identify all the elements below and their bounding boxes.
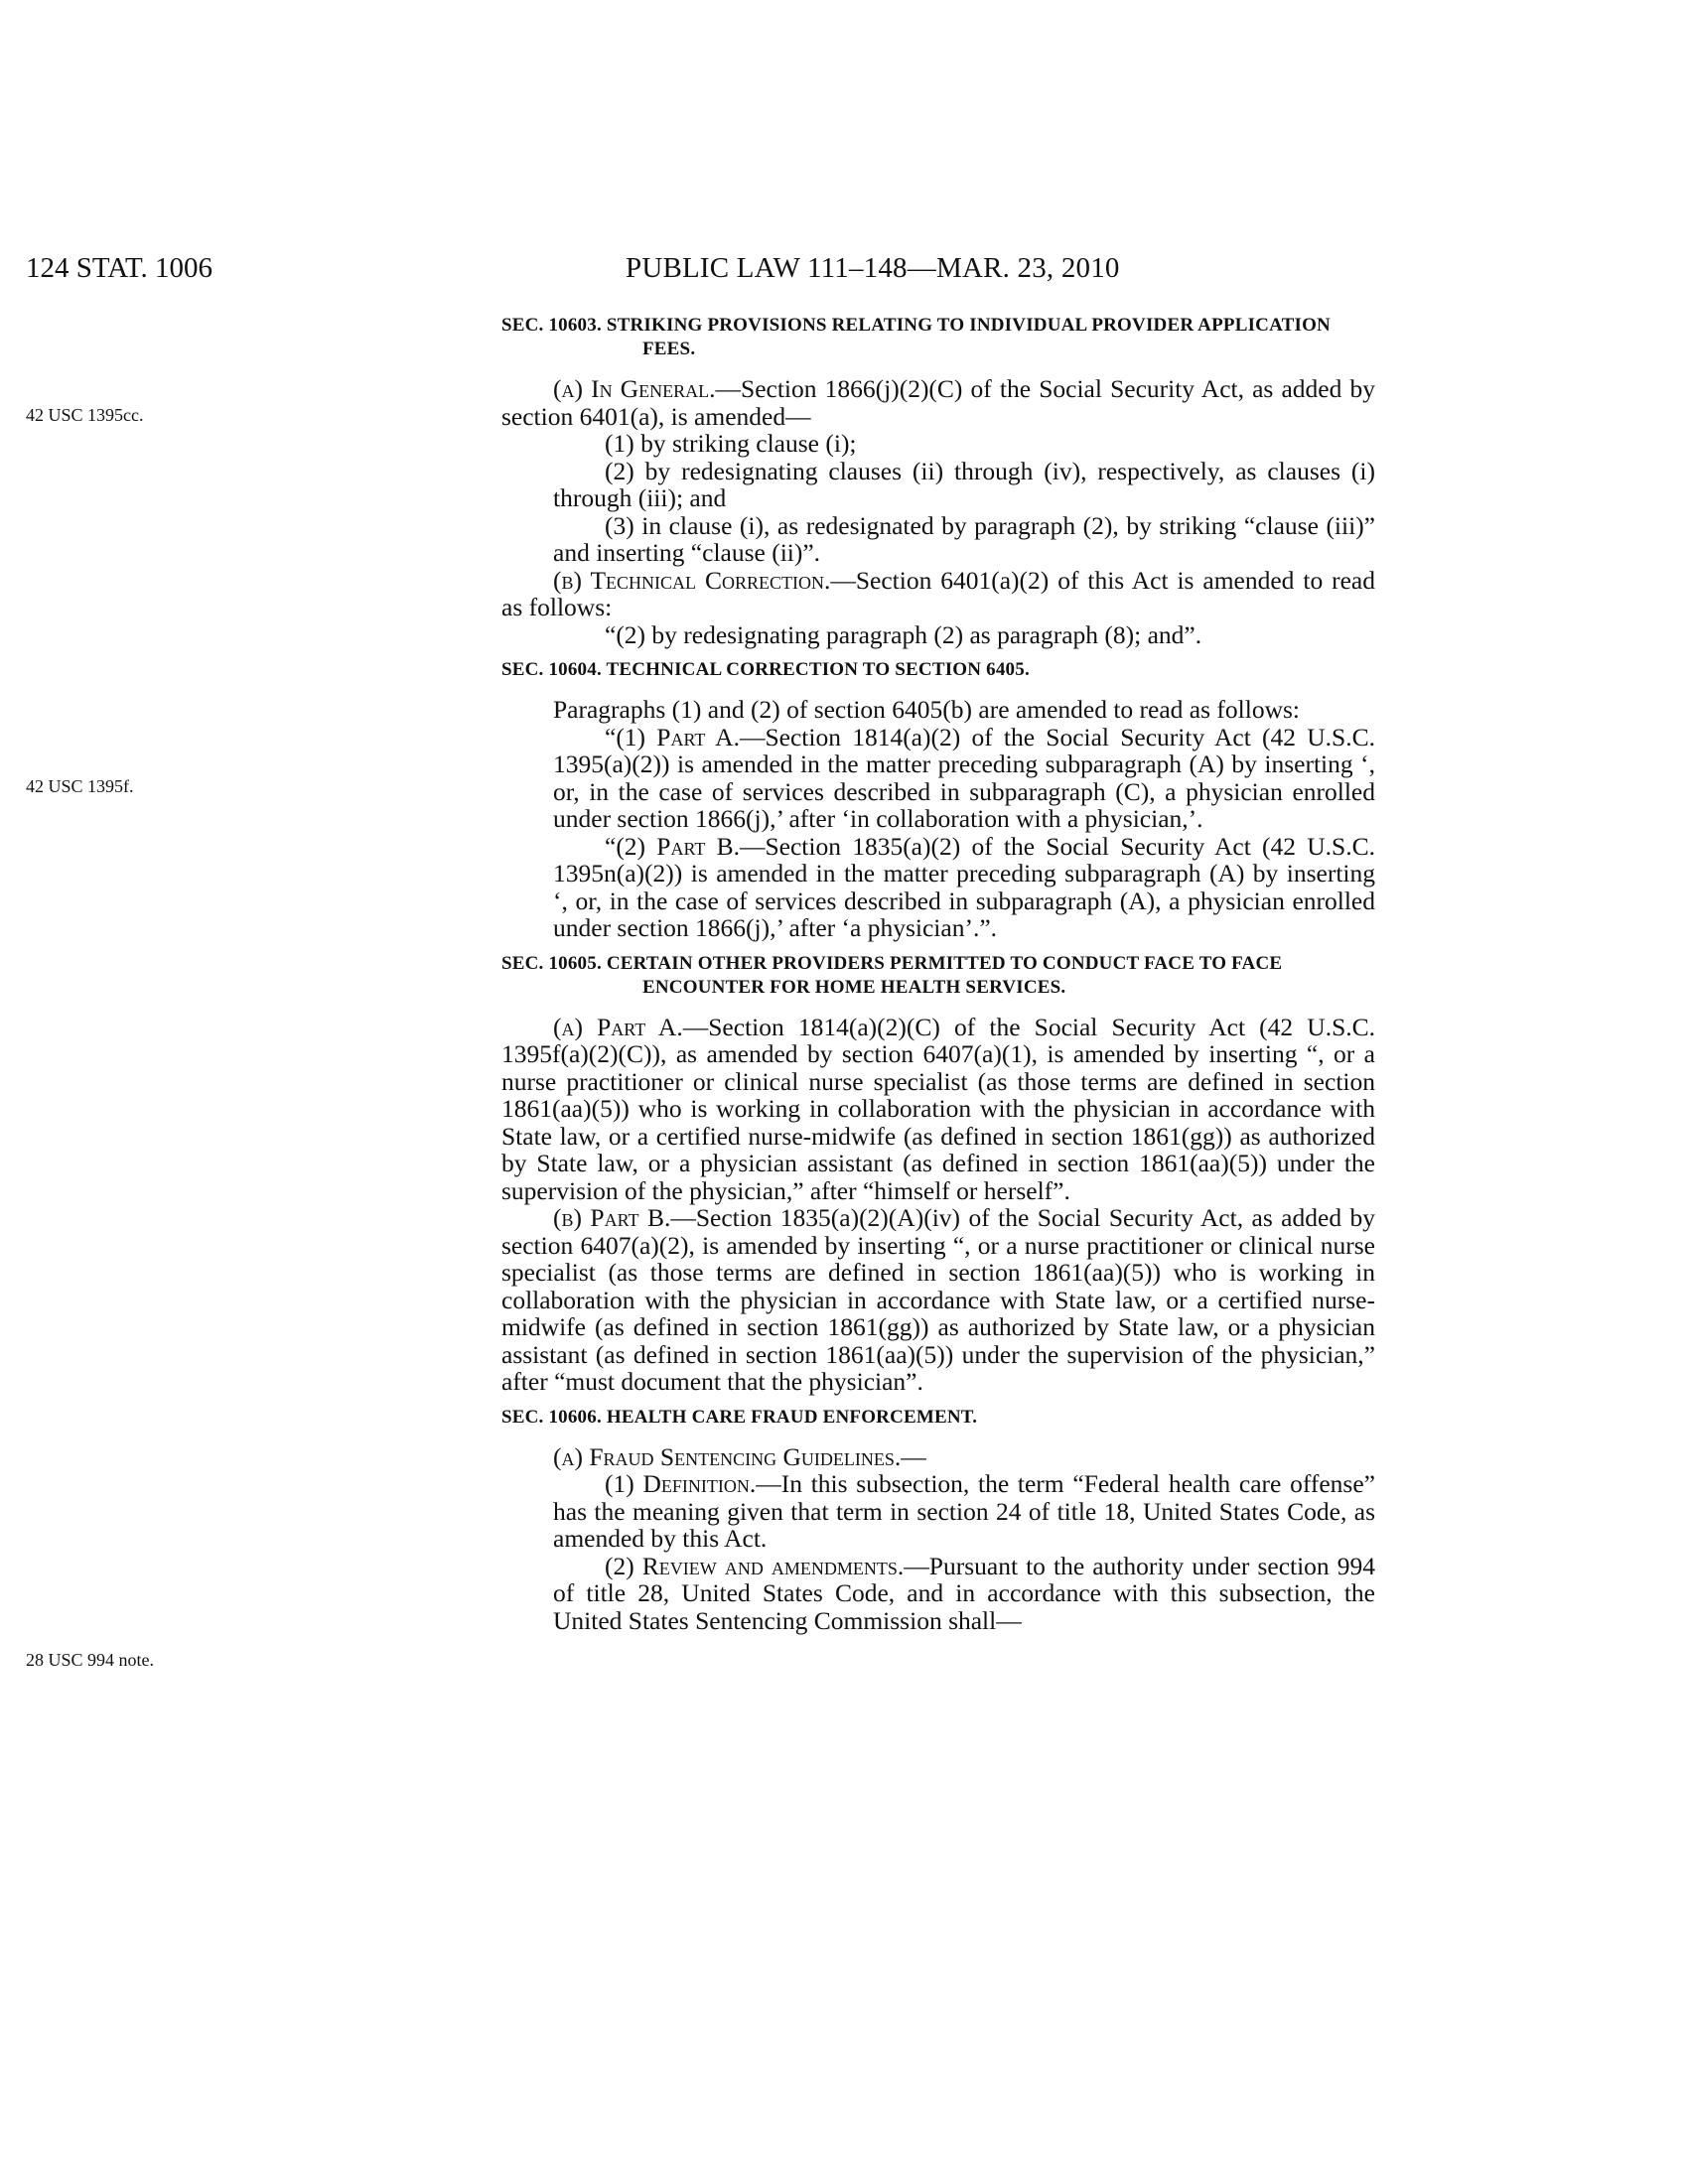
paragraph: Paragraphs (1) and (2) of section 6405(b) are amended to read as follows: (553, 695, 1300, 724)
subsection-label: (b) Part B.— (553, 1203, 696, 1232)
page-header (0, 248, 1688, 288)
paragraph-text: Section 6401(a)(2) of this Act is amended to read as follows: (501, 565, 1375, 621)
paragraph-text: Section 1866(j)(2)(C) of the Social Security Act, as added by section 6401(a), is amended— (501, 374, 1375, 431)
paragraph (501, 567, 1375, 621)
paragraph-label: “(2) Part B.— (605, 831, 766, 861)
paragraph: (1) by striking clause (i); (605, 429, 857, 458)
paragraph (501, 1553, 1375, 1635)
section-heading-10605: SEC. 10605. CERTAIN OTHER PROVIDERS PERMITTED TO CONDUCT FACE TO FACE ENCOUNTER FOR HOME HEALTH SERVICES. (501, 952, 1283, 998)
paragraph (501, 1204, 1375, 1396)
page-reference: 124 STAT. 1006 (26, 252, 213, 284)
subsection-label: (a) In General.— (553, 374, 742, 403)
paragraph (501, 1443, 1375, 1471)
paragraph-text: Section 1814(a)(2)(C) of the Social Security Act (42 U.S.C. 1395f(a)(2)(C)), as amended by section 6407(a)(1), is amended by inserting “, or a nurse practitioner or clinical nurse specialist (as those terms are defined in section 1861(aa)(5)) who is working in collaboration with the physician in accordance with State law, or a certified nurse-midwife (as defined in section 1861(gg)) as authorized by State law, or a physician assistant (as defined in section 1861(aa)(5)) under the supervision of the physician,” after “himself or herself”. (501, 1012, 1376, 1205)
document-body (501, 314, 1375, 1634)
subsection-label: (a) Part A.— (553, 1012, 709, 1041)
section-heading-10606: SEC. 10606. HEALTH CARE FRAUD ENFORCEMENT. (501, 1406, 978, 1428)
margin-note-2: 42 USC 1395f. (26, 776, 134, 796)
paragraph-text: Pursuant to the authority under section 994 of title 28, United States Code, and in accordance with this subsection, the United States Sentencing Commission shall— (553, 1551, 1375, 1635)
subsection-label: (b) Technical Correction.— (553, 565, 856, 595)
paragraph: “(2) by redesignating paragraph (2) as paragraph (8); and”. (605, 619, 1202, 649)
section-heading-10604: SEC. 10604. TECHNICAL CORRECTION TO SECTION 6405. (501, 659, 1030, 680)
paragraph (501, 1014, 1375, 1205)
margin-note-1: 42 USC 1395cc. (26, 405, 144, 425)
margin-note-3: 28 USC 994 note. (26, 1650, 155, 1670)
paragraph-label: “(1) Part A.— (605, 722, 766, 751)
paragraph-label: (2) Review and amendments.— (605, 1551, 929, 1580)
paragraph-text: Section 1835(a)(2)(A)(iv) of the Social Security Act, as added by section 6407(a)(2), is amended by inserting “, or a nurse practitioner or clinical nurse specialist (as those terms are defined in section 1861(aa)(5)) who is working in collaboration with the physician in accordance with State law, or a certified nurse-midwife (as defined in section 1861(gg)) as authorized by State law, or a physician assistant (as defined in section 1861(aa)(5)) under the supervision of the physician,” after “must document that the physician”. (501, 1203, 1375, 1396)
paragraph-text: In this subsection, the term “Federal health care offense” has the meaning given that term in section 24 of title 18, United States Code, as amended by this Act. (553, 1469, 1375, 1553)
paragraph-text: Section 1835(a)(2) of the Social Security Act (42 U.S.C. 1395n(a)(2)) is amended in the matter preceding subparagraph (A) by inserting ‘, or, in the case of services described in subparagraph (A), a physician enrolled under section 1866(j),’ after ‘a physician’.”. (553, 831, 1375, 942)
subsection-label: (a) Fraud Sentencing Guidelines.— (553, 1441, 926, 1471)
paragraph-text: Section 1814(a)(2) of the Social Security Act (42 U.S.C. 1395(a)(2)) is amended in the matter preceding subparagraph (A) by inserting ‘, or, in the case of services described in subparagraph (C), a physician enrolled under section 1866(j),’ after ‘in collaboration with a physician,’. (553, 722, 1375, 833)
paragraph: (2) by redesignating clauses (ii) through (iv), respectively, as clauses (i) through (iii); and (553, 456, 1375, 512)
paragraph (501, 833, 1375, 942)
section-heading-10603: SEC. 10603. STRIKING PROVISIONS RELATING TO INDIVIDUAL PROVIDER APPLICATION FEES. (501, 315, 1331, 359)
paragraph (501, 1470, 1375, 1553)
paragraph: (3) in clause (i), as redesignated by paragraph (2), by striking “clause (iii)” and inserting “clause (ii)”. (553, 510, 1375, 567)
paragraph (501, 724, 1375, 833)
law-title: PUBLIC LAW 111–148—MAR. 23, 2010 (626, 252, 1120, 284)
paragraph (501, 375, 1375, 430)
paragraph-label: (1) Definition.— (605, 1469, 781, 1498)
